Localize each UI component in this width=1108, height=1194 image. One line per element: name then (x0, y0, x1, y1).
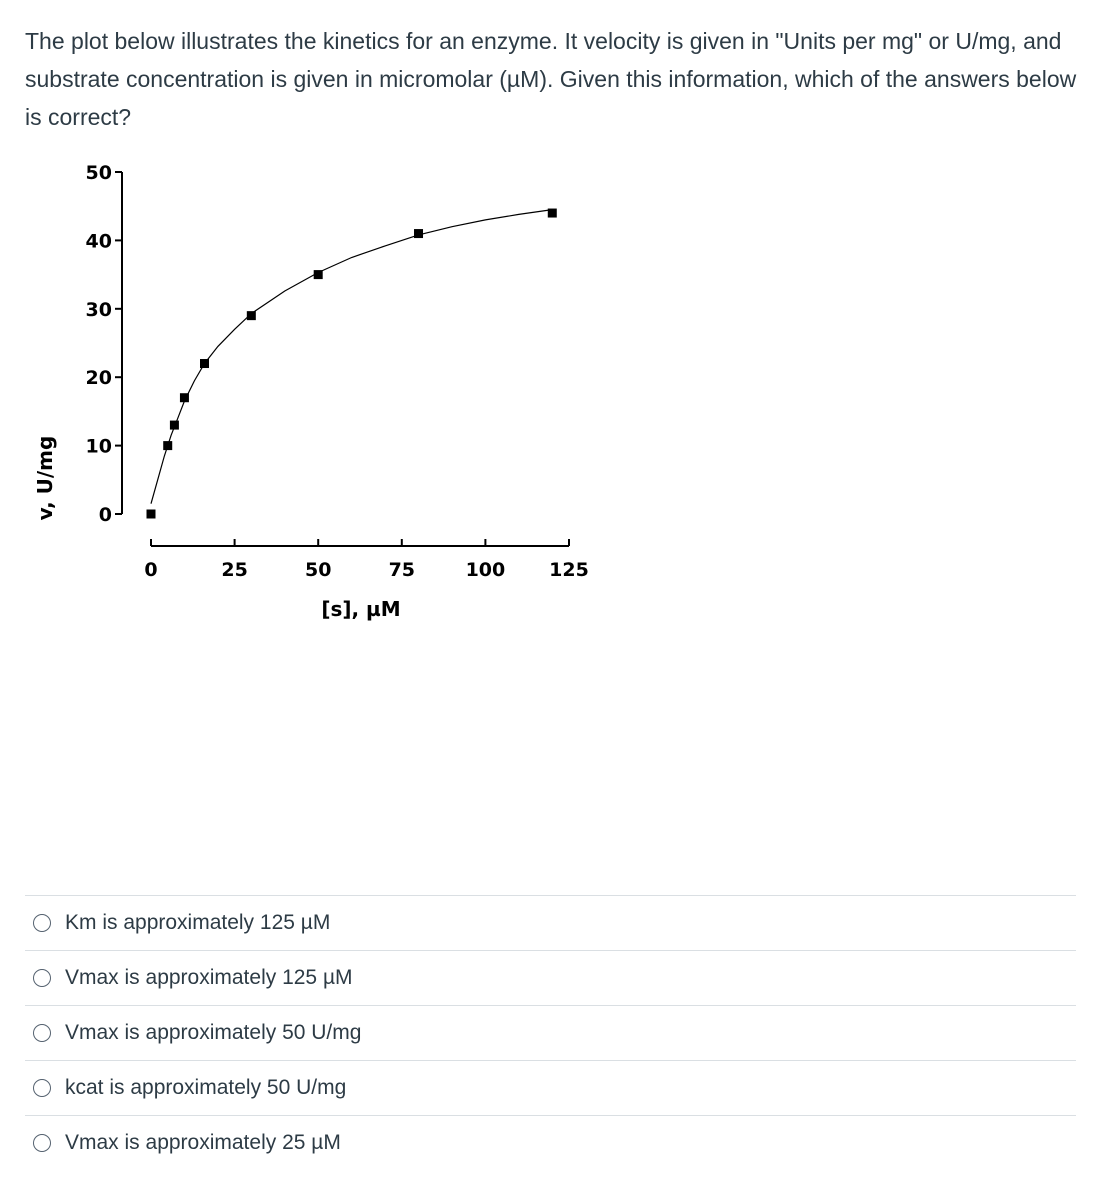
radio-button[interactable] (33, 1024, 51, 1042)
y-tick-label: 10 (85, 435, 112, 458)
answer-option-4[interactable] (25, 1060, 1076, 1115)
radio-button[interactable] (33, 914, 51, 932)
x-tick-label: 75 (388, 559, 416, 581)
fit-curve (151, 210, 552, 504)
answer-option-3[interactable] (25, 1005, 1076, 1060)
data-point (314, 270, 323, 279)
y-tick-label: 50 (85, 162, 112, 184)
data-point (180, 393, 189, 402)
x-axis-label: [s], µM (321, 597, 401, 621)
answer-label: Vmax is approximately 125 µM (65, 966, 353, 989)
data-point (170, 421, 179, 430)
answer-option-2[interactable] (25, 950, 1076, 1005)
radio-button[interactable] (33, 969, 51, 987)
data-point (548, 209, 557, 218)
x-tick-label: 100 (465, 559, 506, 581)
data-point (200, 359, 209, 368)
y-axis-label: v, U/mg (33, 435, 57, 521)
answer-label: Vmax is approximately 25 µM (65, 1131, 341, 1154)
data-point (414, 229, 423, 238)
y-tick-label: 40 (85, 230, 112, 253)
kinetics-plot (0, 150, 640, 640)
radio-button[interactable] (33, 1134, 51, 1152)
y-tick-label: 0 (98, 504, 112, 526)
answer-label: Vmax is approximately 50 U/mg (65, 1021, 362, 1044)
answer-label: Km is approximately 125 µM (65, 911, 331, 934)
radio-button[interactable] (33, 1079, 51, 1097)
question-text: The plot below illustrates the kinetics for an enzyme. It velocity is given in "Units per mg" or U/mg, and substrate concentration is given in micromolar (µM). Given this information, which of the answers below is correct? (25, 28, 1077, 130)
data-point (247, 311, 256, 320)
answer-option-5[interactable] (25, 1115, 1076, 1170)
data-point (147, 510, 156, 519)
x-tick-label: 125 (549, 559, 589, 581)
y-tick-label: 30 (85, 298, 112, 321)
answer-option-1[interactable] (25, 895, 1076, 950)
data-point (163, 441, 172, 450)
answer-label: kcat is approximately 50 U/mg (65, 1076, 347, 1099)
x-tick-label: 25 (221, 559, 248, 581)
y-tick-label: 20 (85, 367, 112, 390)
x-tick-label: 0 (144, 559, 158, 581)
x-tick-label: 50 (304, 559, 332, 581)
